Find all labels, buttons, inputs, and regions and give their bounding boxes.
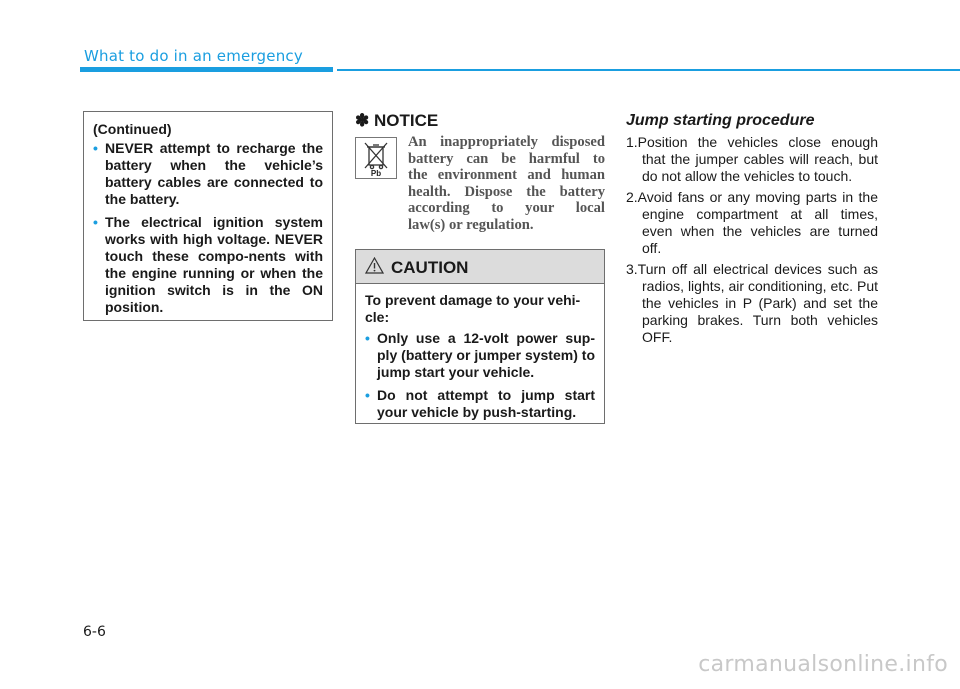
caution-label: CAUTION <box>391 258 469 277</box>
list-item: 1.Position the vehicles close enough that the jumper cables will reach, but do not allow the vehicles to touch. <box>626 134 878 184</box>
bullet-icon: • <box>93 140 98 156</box>
header-rule-thick <box>80 67 333 72</box>
caution-list <box>365 330 595 421</box>
procedure-title: Jump starting procedure <box>626 112 815 129</box>
bullet-icon: • <box>93 214 98 230</box>
list-item: • Only use a 12-volt power sup-ply (battery or jumper system) to jump start your vehicle. <box>365 330 595 380</box>
pb-label: Pb <box>370 169 382 178</box>
caution-intro: To prevent damage to your vehi-cle: <box>365 292 581 325</box>
battery-disposal-icon <box>355 137 397 179</box>
procedure-steps <box>626 134 878 350</box>
bullet-icon: • <box>365 330 370 346</box>
caution-box <box>355 249 605 424</box>
continued-list <box>93 140 323 316</box>
list-item: • Do not attempt to jump start your vehicle by push-starting. <box>365 387 595 420</box>
notice-title: ✽ NOTICE <box>355 111 439 130</box>
bullet-icon: • <box>365 387 370 403</box>
continued-heading: (Continued) <box>93 121 172 137</box>
caution-body <box>356 284 604 421</box>
caution-header <box>356 250 604 284</box>
page-number: 6-6 <box>83 624 106 640</box>
list-item: • The electrical ignition system works with high voltage. NEVER touch these compo-nents with the engine running or when the ignition switch is in the ON position. <box>93 214 323 315</box>
notice-text: An inappropriately disposed battery can be harmful to the environment and human health. Dispose the battery according to your local law(s) or regulation. <box>408 134 605 233</box>
list-item: • NEVER attempt to recharge the battery when the vehicle’s battery cables are connected to the battery. <box>93 140 323 207</box>
list-item: 3.Turn off all electrical devices such as radios, lights, air conditioning, etc. Put the vehicles in P (Park) and set the parking brakes. Turn both vehicles OFF. <box>626 261 878 345</box>
watermark: carmanualsonline.info <box>698 652 948 677</box>
section-title: What to do in an emergency <box>84 47 303 65</box>
list-item: 2.Avoid fans or any moving parts in the engine compartment at all times, even when the vehicles are turned off. <box>626 189 878 256</box>
warning-triangle-icon <box>365 257 384 274</box>
continued-warning-box <box>83 111 333 321</box>
header-rule-thin <box>337 69 960 71</box>
notice-star-icon: ✽ <box>355 111 370 130</box>
